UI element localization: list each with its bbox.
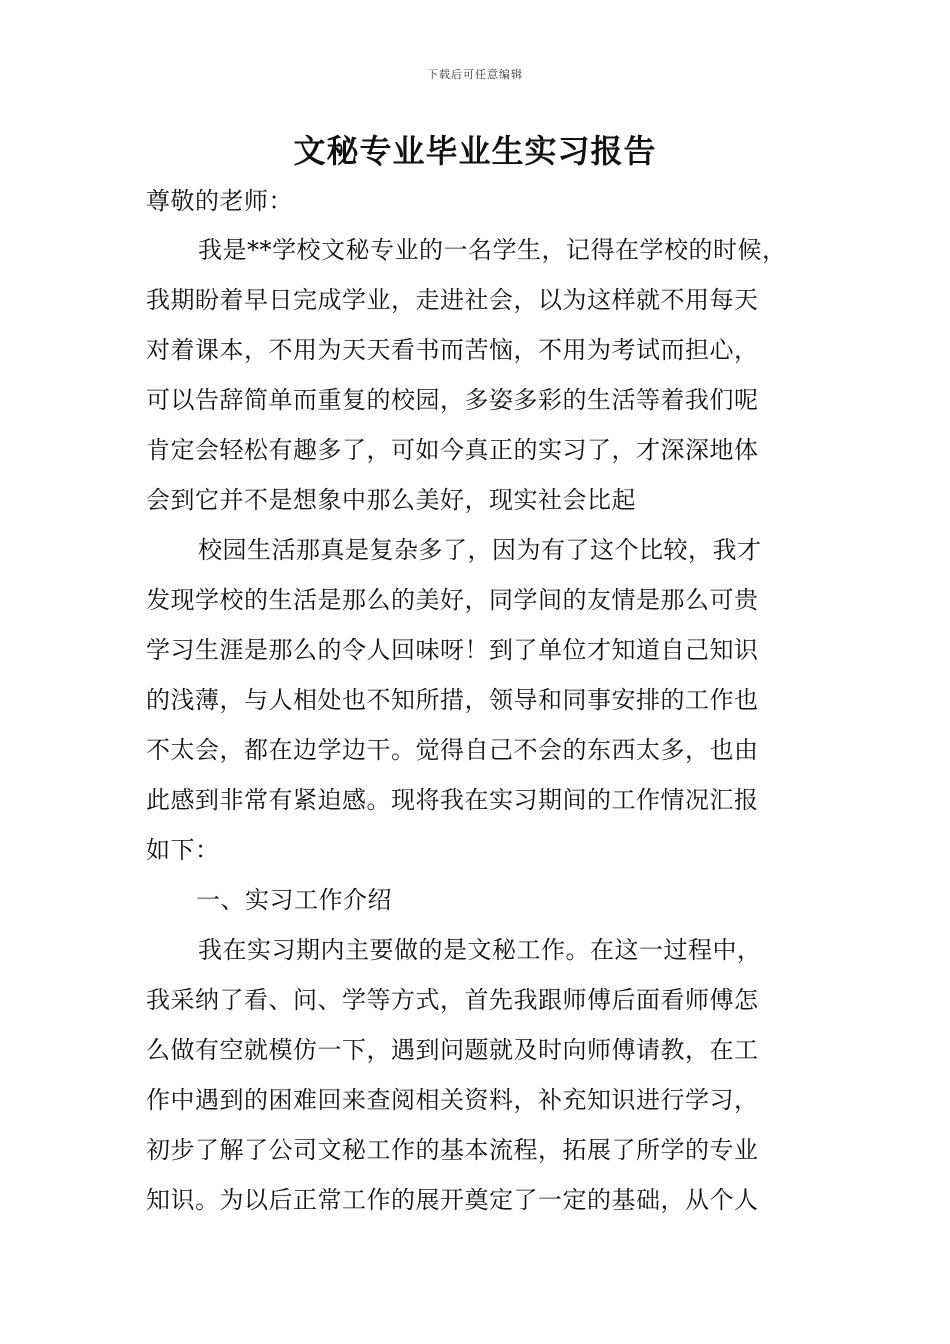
salutation: 尊敬的老师： [146, 187, 293, 215]
body-line: 知识。为以后正常工作的展开奠定了一定的基础，从个人 [146, 1186, 759, 1214]
body-line: 如下： [146, 836, 220, 864]
body-line: 我期盼着早日完成学业，走进社会，以为这样就不用每天 [146, 286, 759, 314]
body-line: 可以告辞简单而重复的校园，多姿多彩的生活等着我们呢 [146, 386, 759, 414]
body-line: 我是**学校文秘专业的一名学生，记得在学校的时候， [198, 236, 787, 264]
header-note: 下载后可任意编辑 [427, 68, 523, 81]
section-heading: 一、实习工作介绍 [196, 886, 392, 914]
document-title: 文秘专业毕业生实习报告 [293, 132, 657, 170]
body-line: 么做有空就模仿一下，遇到问题就及时向师傅请教，在工 [146, 1036, 759, 1064]
body-line: 会到它并不是想象中那么美好，现实社会比起 [146, 486, 636, 514]
body-line: 肯定会轻松有趣多了，可如今真正的实习了，才深深地体 [146, 436, 759, 464]
body-line: 此感到非常有紧迫感。现将我在实习期间的工作情况汇报 [146, 786, 759, 814]
body-line: 不太会，都在边学边干。觉得自己不会的东西太多，也由 [146, 736, 759, 764]
body-line: 对着课本，不用为天天看书而苦恼，不用为考试而担心， [146, 336, 759, 364]
body-line: 作中遇到的困难回来查阅相关资料，补充知识进行学习， [146, 1086, 759, 1114]
body-line: 学习生涯是那么的令人回味呀！到了单位才知道自己知识 [146, 636, 759, 664]
body-line: 校园生活那真是复杂多了，因为有了这个比较，我才 [198, 536, 762, 564]
body-line: 发现学校的生活是那么的美好，同学间的友情是那么可贵 [146, 586, 759, 614]
body-line: 我采纳了看、问、学等方式，首先我跟师傅后面看师傅怎 [146, 986, 759, 1014]
body-line: 的浅薄，与人相处也不知所措，领导和同事安排的工作也 [146, 686, 759, 714]
body-line: 初步了解了公司文秘工作的基本流程，拓展了所学的专业 [146, 1136, 759, 1164]
body-line: 我在实习期内主要做的是文秘工作。在这一过程中， [198, 936, 762, 964]
